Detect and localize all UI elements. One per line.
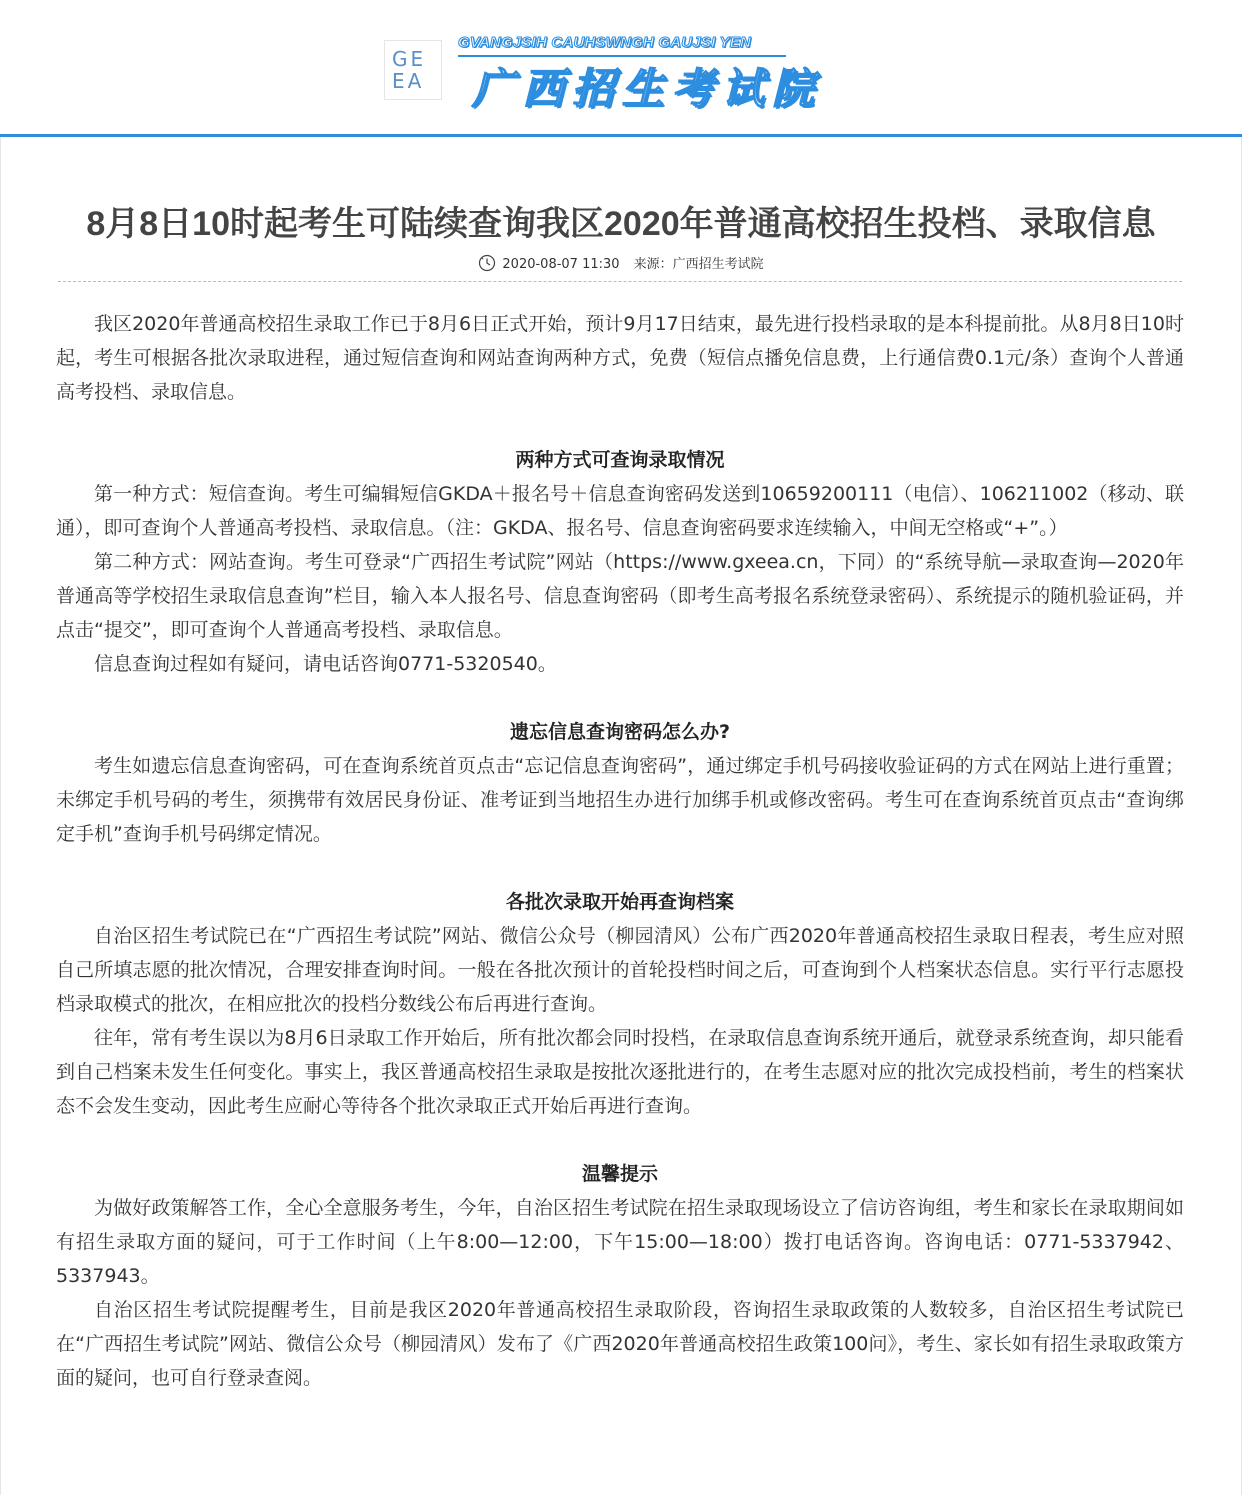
section-heading: 两种方式可查询录取情况 [515,449,725,471]
logo-mark-line1: GE [392,47,427,71]
section-paragraph: 自治区招生考试院提醒考生，目前是我区2020年普通高校招生录取阶段，咨询招生录取政策的人数较多，自治区招生考试院已在“广西招生考试院”网站、微信公众号（柳园清风）发布了《广西2020年普通高校招生政策100问》，考生、家长如有招生录取政策方面的疑问，也可自行登录查阅。 [56,1299,1184,1389]
article-body [56,307,1184,1395]
section-paragraph: 信息查询过程如有疑问，请电话咨询0771-5320540。 [94,653,557,675]
logo-mark[interactable] [384,40,442,100]
section-paragraph: 第一种方式：短信查询。考生可编辑短信GKDA＋报名号＋信息查询密码发送到10659200111（电信）、106211002（移动、联通），即可查询个人普通高考投档、录取信息。（注：GKDA、报名号、信息查询密码要求连续输入，中间无空格或“+”。） [56,483,1184,539]
section-paragraph: 自治区招生考试院已在“广西招生考试院”网站、微信公众号（柳园清风）公布广西2020年普通高校招生录取日程表，考生应对照自己所填志愿的批次情况，合理安排查询时间。一般在各批次预计的首轮投档时间之后，可查询到个人档案状态信息。实行平行志愿投档录取模式的批次，在相应批次的投档分数线公布后再进行查询。 [56,925,1184,1015]
site-header [0,0,1242,137]
site-logo[interactable] [458,34,823,113]
section-heading: 温馨提示 [581,1163,658,1185]
article-title: 8月8日10时起考生可陆续查询我区2020年普通高校招生投档、录取信息 [86,205,1156,243]
section-paragraph: 考生如遗忘信息查询密码，可在查询系统首页点击“忘记信息查询密码”，通过绑定手机号码接收验证码的方式在网站上进行重置；未绑定手机号码的考生，须携带有效居民身份证、准考证到当地招生办进行加绑手机或修改密码。考生可在查询系统首页点击“查询绑定手机”查询手机号码绑定情况。 [56,755,1184,845]
section-paragraph: 为做好政策解答工作，全心全意服务考生，今年，自治区招生考试院在招生录取现场设立了信访咨询组，考生和家长在录取期间如有招生录取方面的疑问，可于工作时间（上午8:00—12:00，下午15:00—18:00）拨打电话咨询。咨询电话：0771-5337942、5337943。 [56,1197,1184,1287]
section-heading: 遗忘信息查询密码怎么办? [509,721,731,743]
title-divider [58,281,1182,282]
section-paragraph: 第二种方式：网站查询。考生可登录“广西招生考试院”网站（https://www.gxeea.cn，下同）的“系统导航—录取查询—2020年普通高等学校招生录取信息查询”栏目，输入本人报名号、信息查询密码（即考生高考报名系统登录密码）、系统提示的随机验证码，并点击“提交”，即可查询个人普通高考投档、录取信息。 [56,551,1184,641]
logo-english-name: GVANGJSIH CAUHSWNGH GAUJSI YEN [458,34,751,51]
intro-paragraph: 我区2020年普通高校招生录取工作已于8月6日正式开始，预计9月17日结束，最先进行投档录取的是本科提前批。从8月8日10时起，考生可根据各批次录取进程，通过短信查询和网站查询两种方式，免费（短信点播免信息费，上行通信费0.1元/条）查询个人普通高考投档、录取信息。 [56,313,1184,403]
publish-datetime: 2020-08-07 11:30 [502,257,620,272]
source-label: 来源： [633,257,673,272]
section-paragraph: 往年，常有考生误以为8月6日录取工作开始后，所有批次都会同时投档，在录取信息查询系统开通后，就登录系统查询，却只能看到自己档案未发生任何变化。事实上，我区普通高校招生录取是按批次逐批进行的，在考生志愿对应的批次完成投档前，考生的档案状态不会发生变动，因此考生应耐心等待各个批次录取正式开始后再进行查询。 [56,1027,1184,1117]
logo-mark-line2: EA [392,69,425,93]
source-name: 广西招生考试院 [672,257,764,272]
clock-icon [478,254,496,272]
article-meta [0,254,1242,275]
logo-chinese-name: 广西招生考试院 [472,64,823,113]
section-heading: 各批次录取开始再查询档案 [505,891,734,913]
